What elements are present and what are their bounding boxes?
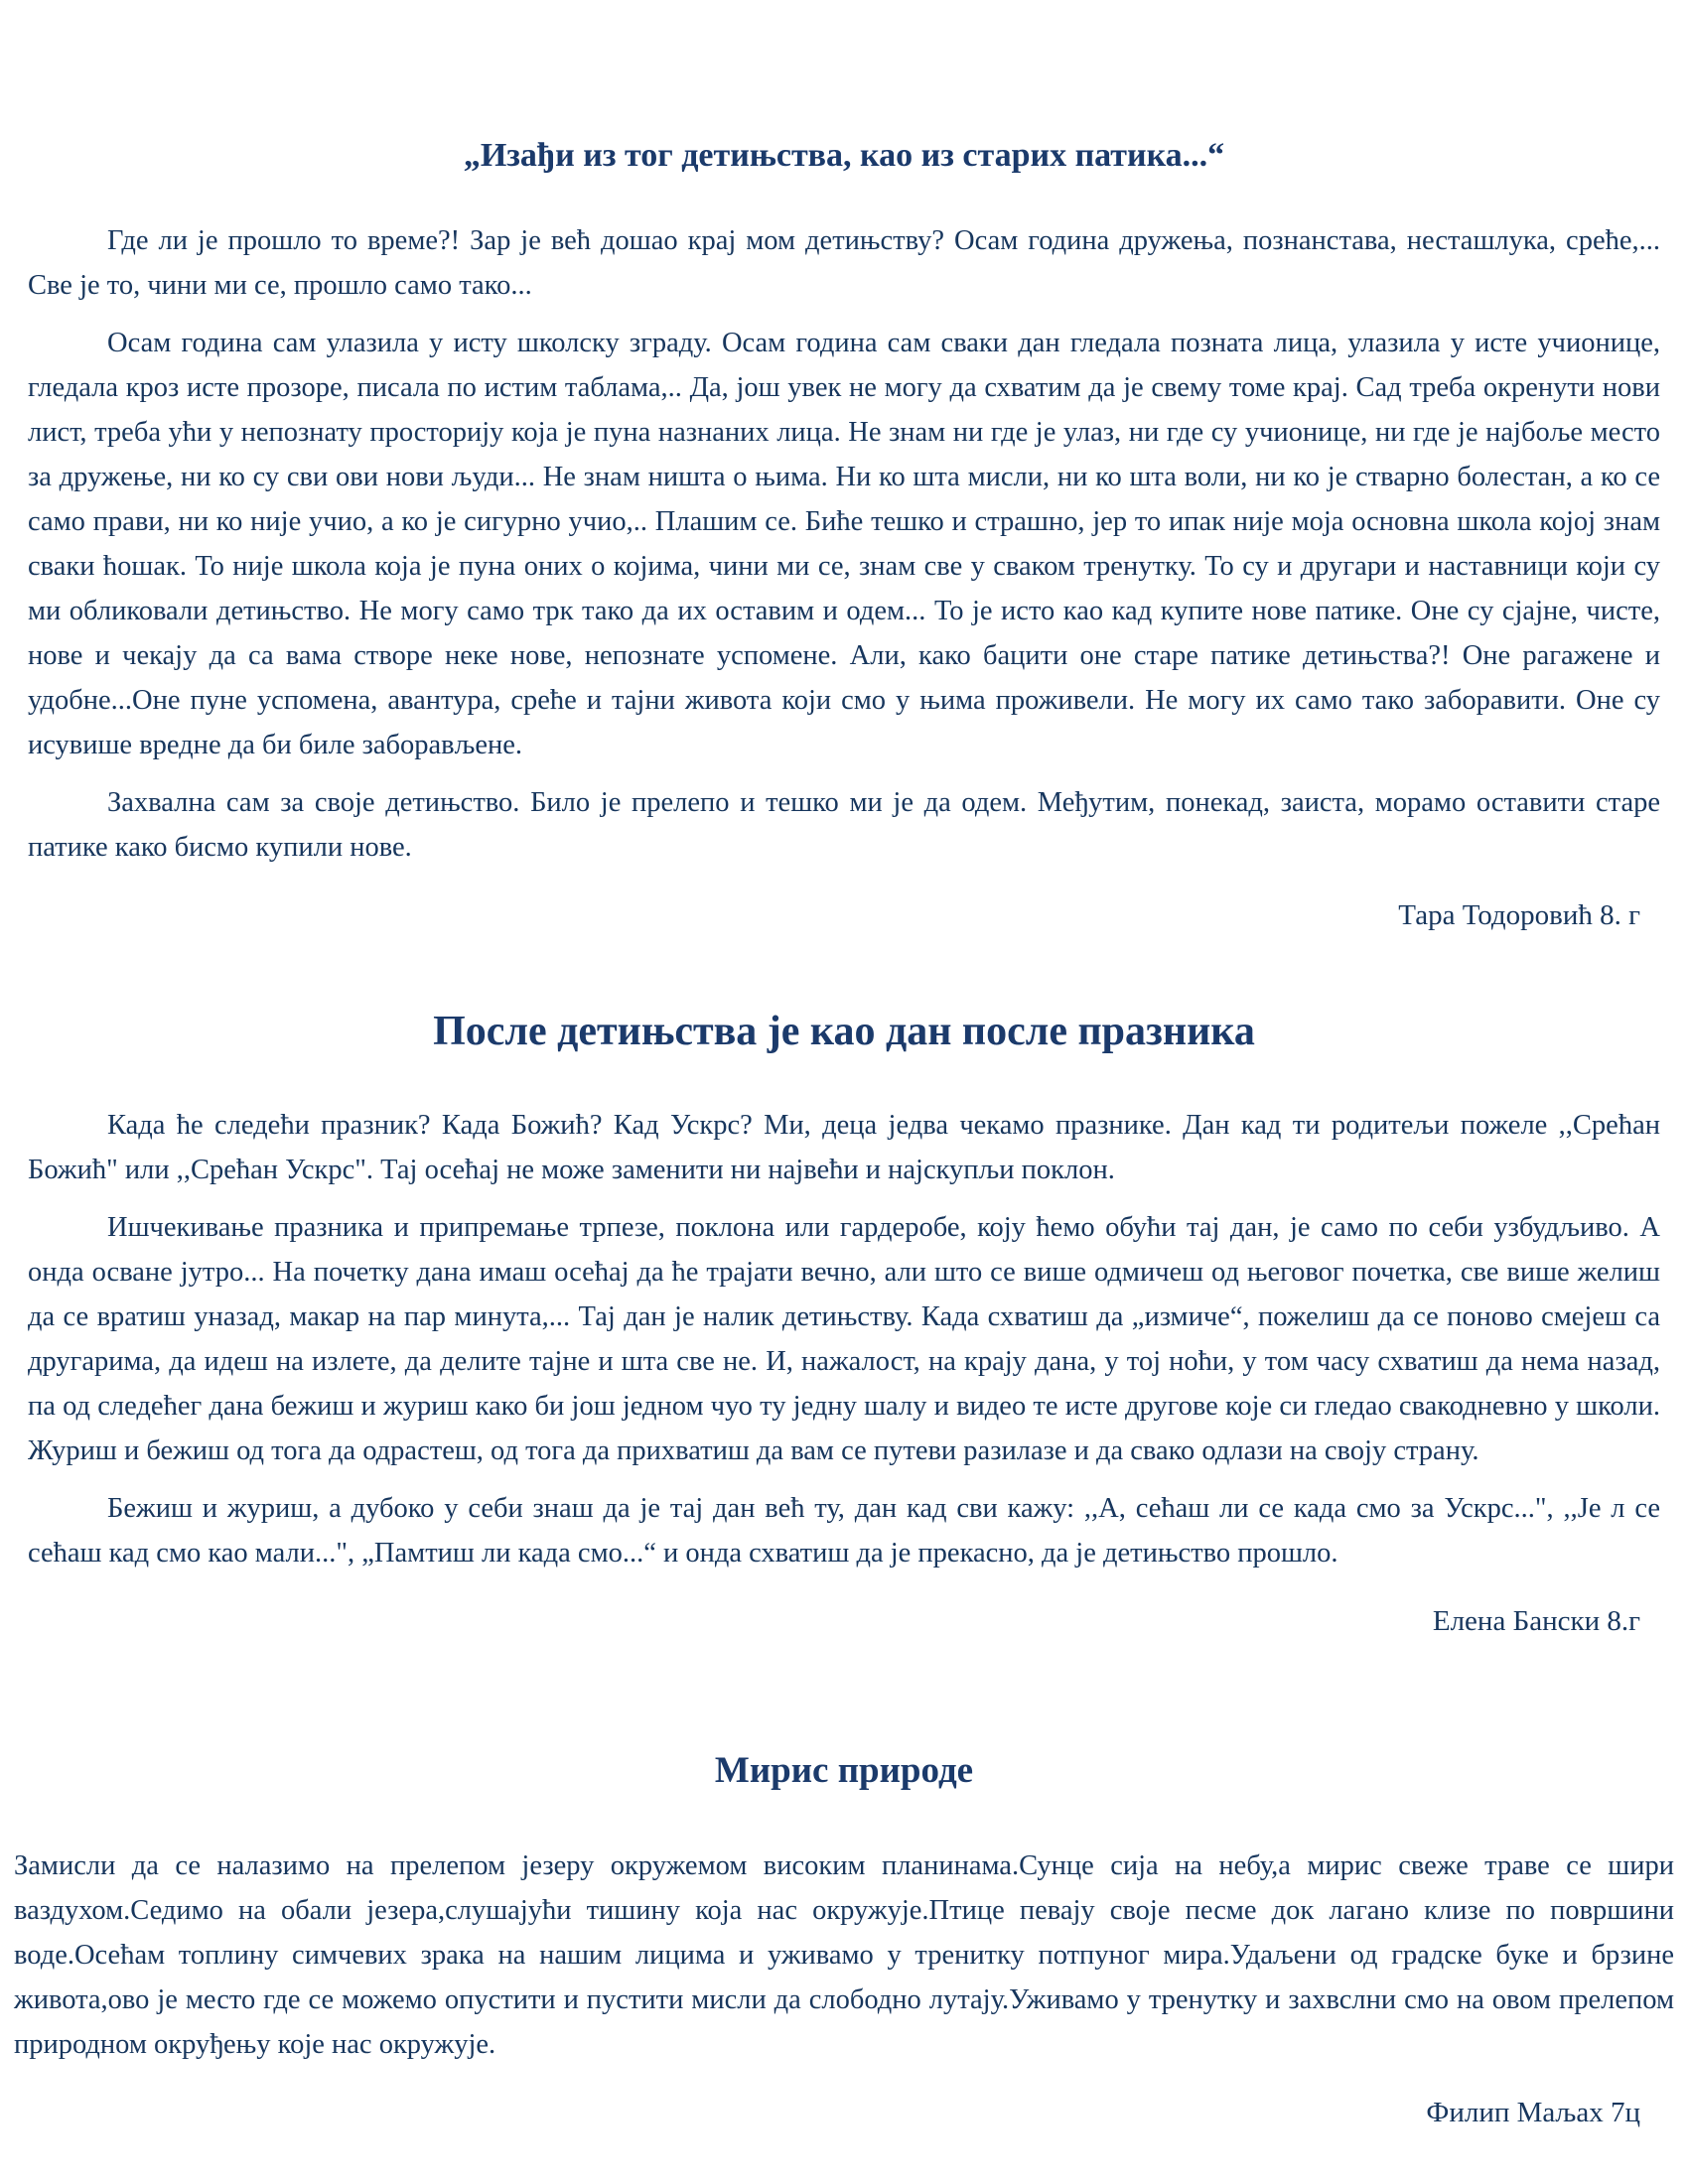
essay-1-paragraph: Где ли је прошло то време?! Зар је већ дошао крај мом детињству? Осам година дружења, познанстава, несташлука, среће,... Све је то, чини ми се, прошло само тако...	[28, 225, 1660, 302]
essay-3-paragraph: Замисли да се налазимо на прелепом језеру окружемом високим планинама.Сунце сија на небу,а мирис свеже траве се шири ваздухом.Седимо на обали језера,слушајући тишину која нас окружује.Птице певају своје песме док лагано клизе по површини воде.Осећам топлину симчевих зрака на нашим лицима и уживамо у тренитку потпуног мира.Удаљени од градске буке и брзине живота,ово је место где се можемо опустити и пустити мисли да слободно лутају.Уживамо у тренутку и захвслни смо на овом прелепом природном окруђењу које нас окружује.	[14, 1850, 1674, 2061]
essay-1-author: Тара Тодоровић 8. г	[1398, 899, 1640, 932]
essay-2-author: Елена Бански 8.г	[1432, 1605, 1640, 1638]
essay-section-3	[0, 1638, 1688, 2129]
essay-2-body	[28, 1103, 1660, 1575]
essay-1-paragraph: Захвална сам за своје детињство. Било је прелепо и тешко ми је да одем. Међутим, понекад, заиста, морамо оставити старе патике како бисмо купили нове.	[28, 787, 1660, 864]
essay-1-body	[28, 218, 1660, 870]
essay-2-paragraph: Када ће следећи празник? Када Божић? Кад Ускрс? Ми, деца једва чекамо празнике. Дан кад ти родитељи пожеле ,,Срећан Божић" или ,,Срећан Ускрс". Тај осећај не може заменити ни највећи и најскупљи поклон.	[28, 1110, 1660, 1186]
essay-3-author: Филип Маљах 7ц	[1426, 2097, 1640, 2129]
essay-2-paragraph: Бежиш и журиш, а дубоко у себи знаш да је тај дан већ ту, дан кад сви кажу: ,,А, сећаш ли се када смо за Ускрс...", ,,Је л се сећаш кад смо као мали...", „Памтиш ли када смо...“ и онда схватиш да је прекасно, да је детињство прошло.	[28, 1493, 1660, 1570]
essay-1-title: „Изађи из тог детињства, као из старих патика...“	[463, 137, 1225, 174]
essay-3-title: Мирис природе	[714, 1750, 974, 1792]
essay-1-paragraph: Осам година сам улазила у исту школску зграду. Осам година сам сваки дан гледала позната лица, улазила у исте учионице, гледала кроз исте прозоре, писала по истим таблама,.. Да, још увек не могу да схватим да је свему томе крај. Сад треба окренути нови лист, треба ући у непознату просторију која је пуна назнаних лица. Не знам ни где је улаз, ни где су учионице, ни где је најбоље место за дружење, ни ко су сви ови нови људи... Не знам ништа о њима. Ни ко шта мисли, ни ко шта воли, ни ко је стварно болестан, а ко се само прави, ни ко није учио, а ко је сигурно учио,.. Плашим се. Биће тешко и страшно, јер то ипак није моја основна школа којој знам сваки ћошак. То није школа која је пуна оних о којима, чини ми се, знам све у сваком тренутку. То су и другари и наставници који су ми обликовали детињство. Не могу само трк тако да их оставим и одем... То је исто као кад купите нове патике. Оне су сјајне, чисте, нове и чекају да са вама створе неке нове, непознате успомене. Али, како бацити оне старе патике детињства?! Оне рагажене и удобне...Оне пуне успомена, авантура, среће и тајни живота који смо у њима проживели. Не могу их само тако заборавити. Оне су исувише вредне да би биле заборављене.	[28, 328, 1660, 761]
essay-2-title: После детињства је као дан после празника	[433, 1009, 1255, 1055]
essay-section-1	[0, 0, 1688, 932]
essay-3-body	[14, 1843, 1674, 2067]
essay-section-2	[0, 932, 1688, 1638]
essay-2-paragraph: Ишчекивање празника и припремање трпезе, поклона или гардеробе, коју ћемо обући тај дан, је само по себи узбудљиво. А онда осване јутро... На почетку дана имаш осећај да ће трајати вечно, али што се више одмичеш од његовог почетка, све више желиш да се вратиш уназад, макар на пар минута,... Тај дан је налик детињству. Када схватиш да „измиче“, пожелиш да се поново смејеш са другарима, да идеш на излете, да делите тајне и шта све не. И, нажалост, на крају дана, у тој ноћи, у том часу схватиш да нема назад, па од следећег дана бежиш и журиш како би још једном чуо ту једну шалу и видео те исте другове које си гледао свакодневно у школи. Журиш и бежиш од тога да одрастеш, од тога да прихватиш да вам се путеви разилазе и да свако одлази на своју страну.	[28, 1212, 1660, 1467]
